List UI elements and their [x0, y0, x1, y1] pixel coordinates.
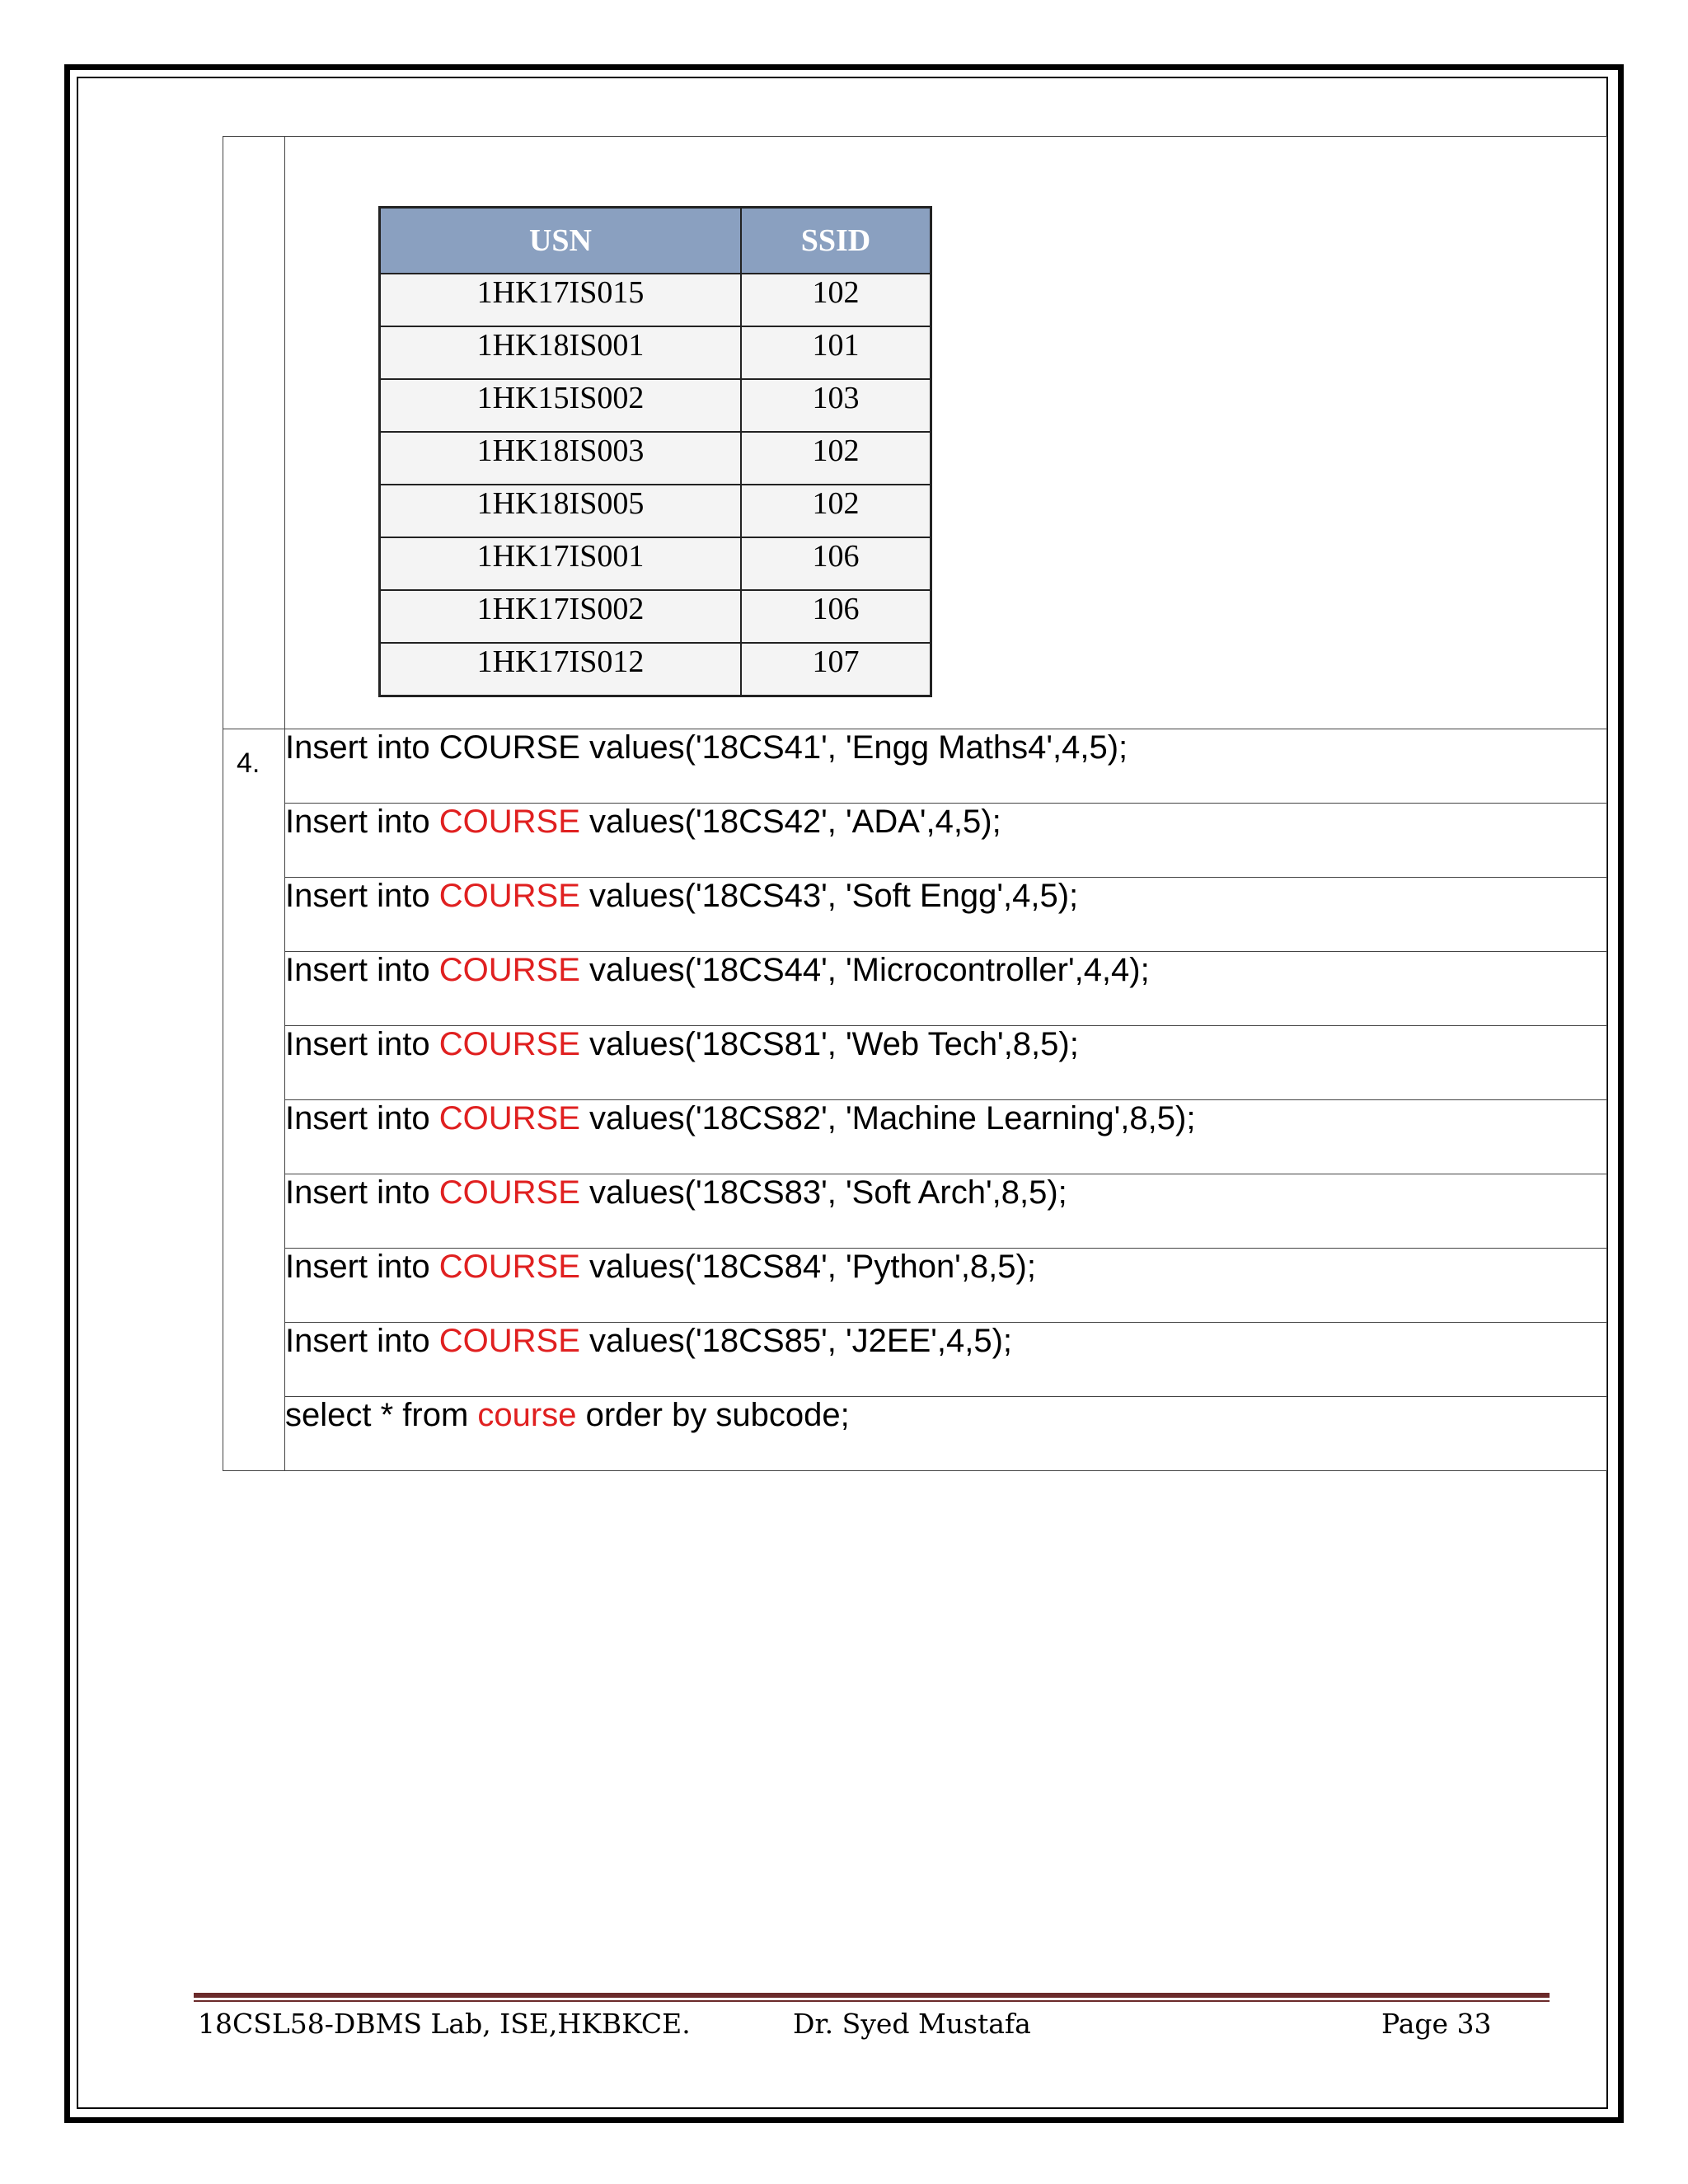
sql-row: [223, 1323, 1607, 1397]
sql-keyword: COURSE: [438, 1249, 580, 1285]
ssid-cell: 102: [741, 274, 931, 326]
footer-page-number: Page 33: [1381, 2008, 1492, 2040]
number-cell-empty: [223, 137, 285, 729]
ssid-cell: 106: [741, 590, 931, 643]
sql-suffix: values('18CS43', 'Soft Engg',4,5);: [579, 878, 1079, 914]
column-header-ssid: SSID: [741, 208, 931, 274]
sql-statement: [285, 1397, 1607, 1471]
sql-suffix: values('18CS82', 'Machine Learning',8,5);: [579, 1100, 1196, 1137]
usn-cell: 1HK17IS001: [380, 537, 741, 590]
table-row: [380, 432, 931, 485]
footer-rule-thick: [194, 1993, 1550, 1998]
sql-prefix: Insert into: [285, 1100, 439, 1137]
table-row: [380, 643, 931, 696]
sql-row: [223, 804, 1607, 878]
sql-prefix: select * from: [285, 1397, 478, 1433]
sql-statement: [285, 804, 1607, 878]
usn-cell: 1HK15IS002: [380, 379, 741, 432]
sql-statement: [285, 1249, 1607, 1323]
sql-row: [223, 1174, 1607, 1249]
section-number: 4.: [237, 748, 260, 779]
sql-suffix: values('18CS84', 'Python',8,5);: [579, 1249, 1036, 1285]
sql-row: [223, 1397, 1607, 1471]
footer-author: Dr. Syed Mustafa: [793, 2008, 1031, 2040]
sql-row: [223, 1026, 1607, 1100]
sql-keyword: COURSE: [438, 1323, 580, 1359]
ssid-cell: 101: [741, 326, 931, 379]
sql-statement: [285, 1100, 1607, 1174]
sql-suffix: values('18CS81', 'Web Tech',8,5);: [579, 1026, 1079, 1062]
sql-statement: [285, 1026, 1607, 1100]
section-number-cell: [223, 729, 285, 1471]
sql-prefix: Insert into: [285, 1323, 439, 1359]
lab-program-table: [223, 136, 1607, 1471]
table-row: [380, 274, 931, 326]
sql-prefix: Insert into: [285, 1174, 439, 1211]
sql-prefix: Insert into: [285, 952, 439, 988]
sql-row: [223, 1100, 1607, 1174]
usn-cell: 1HK17IS002: [380, 590, 741, 643]
ssid-cell: 103: [741, 379, 931, 432]
sql-prefix: Insert into: [285, 804, 439, 840]
ssid-cell: 102: [741, 432, 931, 485]
result-row: [223, 137, 1607, 729]
usn-cell: 1HK18IS005: [380, 485, 741, 537]
sql-row: [223, 878, 1607, 952]
sql-suffix: order by subcode;: [576, 1397, 850, 1433]
sql-row: [223, 729, 1607, 804]
table-row: [380, 379, 931, 432]
ssid-cell: 106: [741, 537, 931, 590]
table-header-row: [380, 208, 931, 274]
sql-statement: [285, 878, 1607, 952]
ssid-cell: 107: [741, 643, 931, 696]
sql-prefix: Insert into: [285, 729, 439, 766]
column-header-usn: USN: [380, 208, 741, 274]
usn-cell: 1HK17IS012: [380, 643, 741, 696]
usn-ssid-table: [378, 206, 932, 697]
sql-statement: [285, 952, 1607, 1026]
sql-prefix: Insert into: [285, 1249, 439, 1285]
sql-keyword: COURSE: [438, 952, 580, 988]
result-cell: [285, 137, 1607, 729]
sql-row: [223, 952, 1607, 1026]
table-row: [380, 326, 931, 379]
sql-prefix: Insert into: [285, 1026, 439, 1062]
sql-keyword: COURSE: [438, 878, 580, 914]
sql-keyword: COURSE: [438, 804, 580, 840]
sql-keyword: COURSE: [438, 1026, 580, 1062]
usn-cell: 1HK18IS001: [380, 326, 741, 379]
sql-suffix: values('18CS44', 'Microcontroller',4,4);: [579, 952, 1150, 988]
ssid-cell: 102: [741, 485, 931, 537]
footer-rule-thin: [194, 2000, 1550, 2002]
table-row: [380, 537, 931, 590]
sql-row: [223, 1249, 1607, 1323]
usn-cell: 1HK18IS003: [380, 432, 741, 485]
table-row: [380, 485, 931, 537]
sql-keyword: course: [477, 1397, 577, 1433]
sql-statement: [285, 1174, 1607, 1249]
usn-cell: 1HK17IS015: [380, 274, 741, 326]
sql-suffix: values('18CS42', 'ADA',4,5);: [579, 804, 1001, 840]
sql-statement: [285, 729, 1607, 804]
sql-suffix: values('18CS85', 'J2EE',4,5);: [579, 1323, 1013, 1359]
sql-keyword: COURSE: [438, 1174, 580, 1211]
table-row: [380, 590, 931, 643]
sql-prefix: Insert into: [285, 878, 439, 914]
footer-course-label: 18CSL58-DBMS Lab, ISE,HKBKCE.: [198, 2008, 691, 2040]
sql-suffix: values('18CS41', 'Engg Maths4',4,5);: [579, 729, 1128, 766]
sql-keyword: COURSE: [438, 1100, 580, 1137]
sql-suffix: values('18CS83', 'Soft Arch',8,5);: [579, 1174, 1067, 1211]
sql-keyword: COURSE: [438, 729, 580, 766]
sql-statement: [285, 1323, 1607, 1397]
